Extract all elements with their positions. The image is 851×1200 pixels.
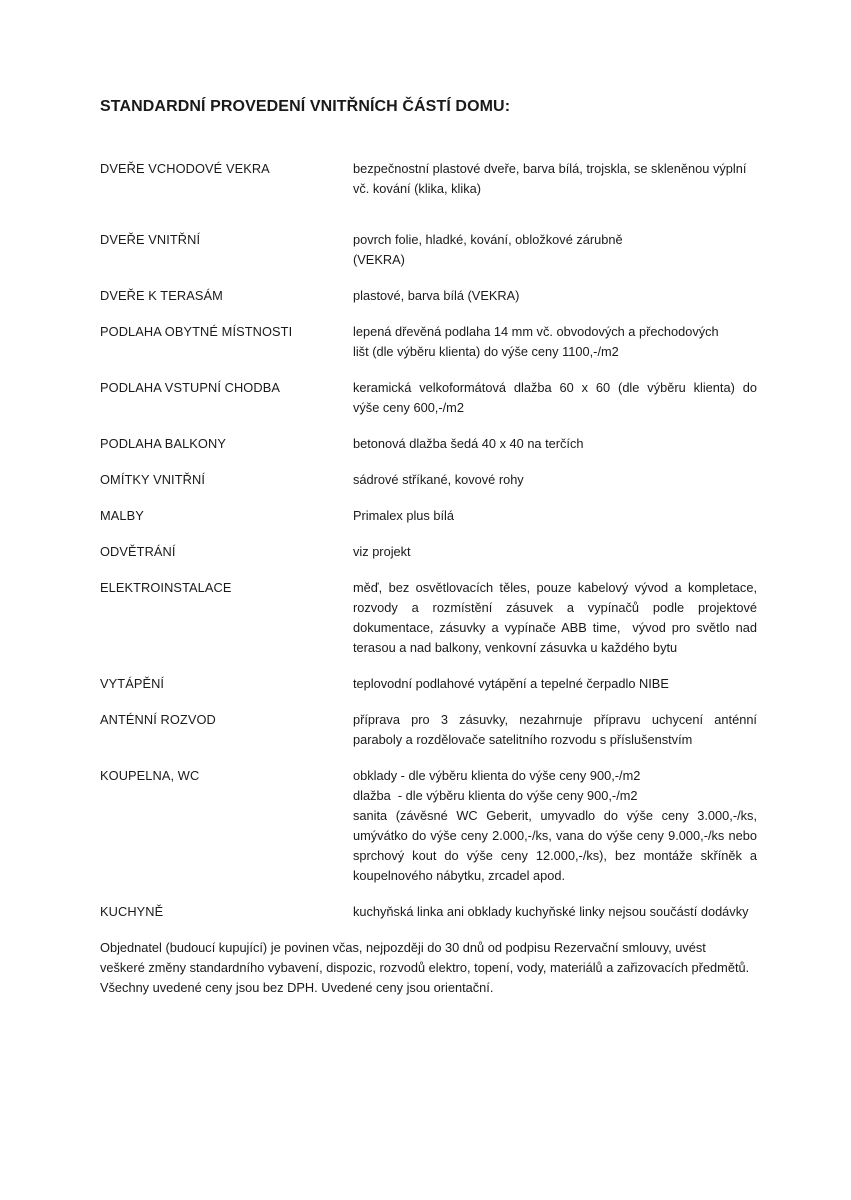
spec-text-line: dlažba - dle výběru klienta do výše ceny 900,-/m2 <box>353 788 638 803</box>
spec-row <box>100 378 755 418</box>
spec-description <box>353 902 757 922</box>
spec-text-line: betonová dlažba šedá 40 x 40 na terčích <box>353 436 584 451</box>
spec-paragraph <box>353 378 757 418</box>
spec-text-line: příprava pro 3 zásuvky, nezahrnuje přípravu uchycení anténní <box>353 712 757 727</box>
spec-list <box>100 159 755 922</box>
spec-text-line: lišt (dle výběru klienta) do výše ceny 1100,-/m2 <box>353 344 619 359</box>
spec-text-line: umývátko do výše ceny 2.000,-/ks, vana do výše ceny 9.000,-/ks nebo <box>353 828 757 843</box>
spec-text-line: povrch folie, hladké, kování, obložkové zárubně <box>353 232 623 247</box>
spec-label: DVEŘE VNITŘNÍ <box>100 232 201 247</box>
footer-note <box>100 938 762 998</box>
spec-label: VYTÁPĚNÍ <box>100 676 165 691</box>
spec-text-line: sádrové stříkané, kovové rohy <box>353 472 524 487</box>
spec-text-line: viz projekt <box>353 544 411 559</box>
spec-paragraph <box>353 542 757 562</box>
spec-label: ODVĚTRÁNÍ <box>100 544 176 559</box>
footer-text-line: Všechny uvedené ceny jsou bez DPH. Uvedené ceny jsou orientační. <box>100 980 494 995</box>
spec-description <box>353 542 757 562</box>
footer-text-line: veškeré změny standardního vybavení, dispozic, rozvodů elektro, topení, vody, materiálů a zařizovacích předmětů. <box>100 960 750 975</box>
spec-paragraph <box>353 159 757 199</box>
spec-text-line: plastové, barva bílá (VEKRA) <box>353 288 520 303</box>
spec-paragraph <box>353 470 757 490</box>
spec-label: PODLAHA OBYTNÉ MÍSTNOSTI <box>100 324 293 339</box>
spec-row <box>100 578 755 658</box>
footer-text-line: Objednatel (budoucí kupující) je povinen včas, nejpozději do 30 dnů od podpisu Rezervační smlouvy, uvést <box>100 940 706 955</box>
spec-paragraph <box>353 286 757 306</box>
spec-text-line: vč. kování (klika, klika) <box>353 181 482 196</box>
spec-description <box>353 578 757 658</box>
spec-row <box>100 434 755 454</box>
spec-text-line: (VEKRA) <box>353 252 405 267</box>
spec-description <box>353 230 757 270</box>
spec-label: MALBY <box>100 508 144 523</box>
spec-row <box>100 159 755 199</box>
spec-label: OMÍTKY VNITŘNÍ <box>100 472 205 487</box>
spec-description <box>353 506 757 526</box>
spec-text-line: terasou a nad balkony, venkovní zásuvka u každého bytu <box>353 640 678 655</box>
spec-paragraph <box>353 578 757 658</box>
spec-text-line: Primalex plus bílá <box>353 508 454 523</box>
spec-paragraph <box>353 322 757 362</box>
spec-paragraph <box>353 806 757 886</box>
spec-text-line: obklady - dle výběru klienta do výše ceny 900,-/m2 <box>353 768 641 783</box>
spec-row <box>100 322 755 362</box>
spec-label: DVEŘE VCHODOVÉ VEKRA <box>100 161 270 176</box>
spec-description <box>353 766 757 886</box>
spec-row <box>100 286 755 306</box>
spec-label: DVEŘE K TERASÁM <box>100 288 223 303</box>
spec-text-line: sprchový kout do výše ceny 12.000,-/ks), bez montáže skříněk a <box>353 848 757 863</box>
spec-text-line: koupelnového nábytku, zrcadel apod. <box>353 868 566 883</box>
spec-paragraph <box>353 434 757 454</box>
spec-label: KUCHYNĚ <box>100 904 164 919</box>
spec-paragraph <box>353 230 757 270</box>
spec-paragraph <box>353 674 757 694</box>
spec-text-line: teplovodní podlahové vytápění a tepelné čerpadlo NIBE <box>353 676 669 691</box>
spec-row <box>100 506 755 526</box>
spec-description <box>353 159 757 199</box>
spec-row <box>100 766 755 886</box>
spec-row <box>100 230 755 270</box>
spec-row <box>100 902 755 922</box>
spec-paragraph <box>353 506 757 526</box>
spec-description <box>353 434 757 454</box>
spec-paragraph <box>353 766 757 806</box>
spec-paragraph <box>353 902 757 922</box>
spec-text-line: keramická velkoformátová dlažba 60 x 60 (dle výběru klienta) do <box>353 380 757 395</box>
spec-description <box>353 674 757 694</box>
spec-text-line: paraboly a rozdělovače satelitního rozvodu s příslušenstvím <box>353 732 693 747</box>
spec-text-line: bezpečnostní plastové dveře, barva bílá, trojskla, se skleněnou výplní <box>353 161 747 176</box>
spec-label: ELEKTROINSTALACE <box>100 580 232 595</box>
spec-text-line: kuchyňská linka ani obklady kuchyňské linky nejsou součástí dodávky <box>353 904 749 919</box>
spec-label: PODLAHA VSTUPNÍ CHODBA <box>100 380 280 395</box>
spec-description <box>353 322 757 362</box>
spec-text-line: lepená dřevěná podlaha 14 mm vč. obvodových a přechodových <box>353 324 719 339</box>
spec-row <box>100 542 755 562</box>
spec-description <box>353 286 757 306</box>
spec-label: KOUPELNA, WC <box>100 768 200 783</box>
page-title: STANDARDNÍ PROVEDENÍ VNITŘNÍCH ČÁSTÍ DOMU: <box>100 98 511 115</box>
spec-row <box>100 470 755 490</box>
spec-paragraph <box>353 710 757 750</box>
spec-label: PODLAHA BALKONY <box>100 436 226 451</box>
spec-text-line: výše ceny 600,-/m2 <box>353 400 464 415</box>
spec-text-line: sanita (závěsné WC Geberit, umyvadlo do výše ceny 3.000,-/ks, <box>353 808 757 823</box>
spec-text-line: rozvody a rozmístění zásuvek a vypínačů podle projektové <box>353 600 757 615</box>
spec-text-line: dokumentace, zásuvky a vypínače ABB time, vývod pro světlo nad <box>353 620 757 635</box>
spec-description <box>353 378 757 418</box>
spec-label: ANTÉNNÍ ROZVOD <box>100 712 216 727</box>
spec-text-line: měď, bez osvětlovacích těles, pouze kabelový vývod a kompletace, <box>353 580 757 595</box>
spec-description <box>353 470 757 490</box>
spec-row <box>100 674 755 694</box>
spec-row <box>100 710 755 750</box>
spec-description <box>353 710 757 750</box>
